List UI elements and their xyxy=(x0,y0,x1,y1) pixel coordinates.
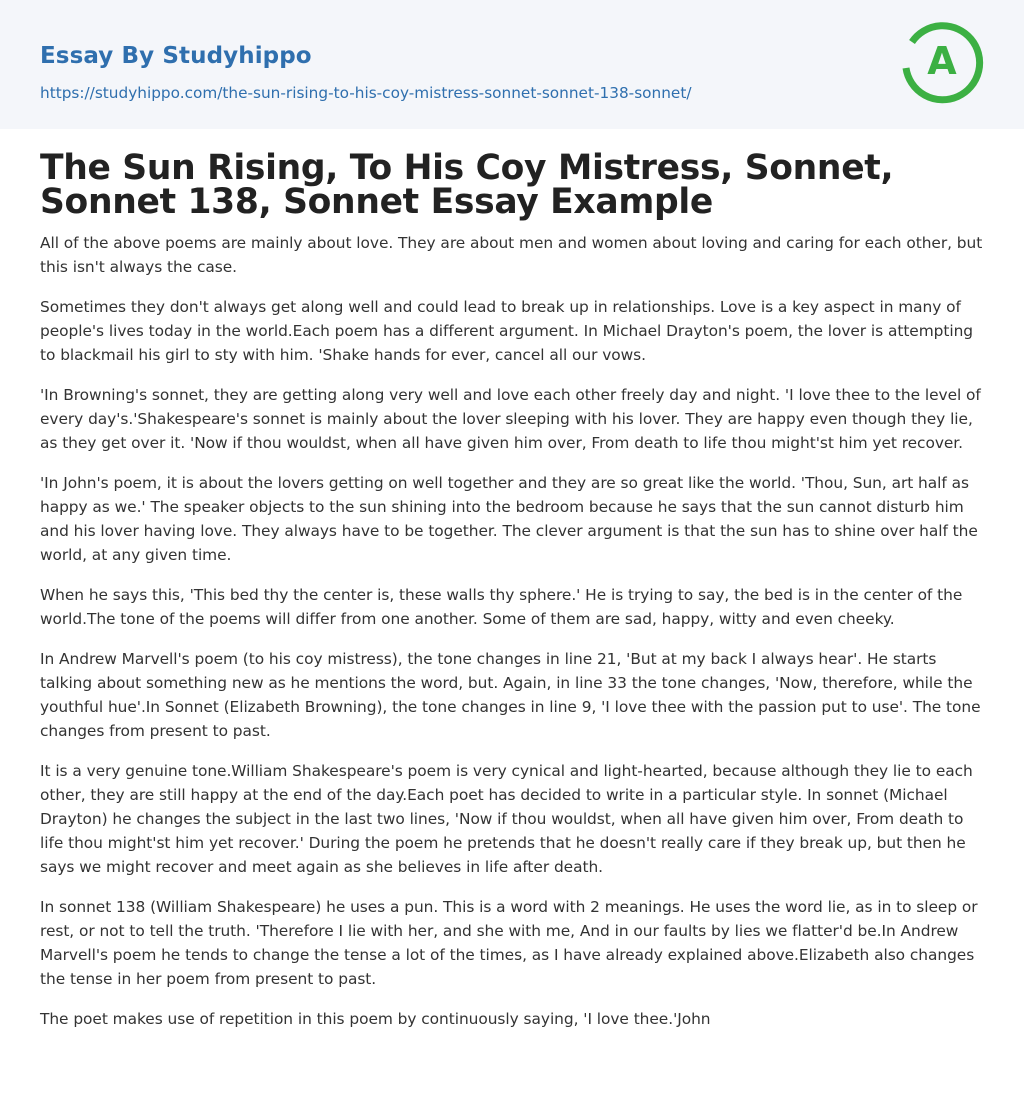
essay-paragraph: In Andrew Marvell's poem (to his coy mistress), the tone changes in line 21, 'But at my back I always hear'. He starts talking about something new as he mentions the word, but. Again, in line 33 the tone changes, 'Now, therefore, while the youthful hue'.In Sonnet (Elizabeth Browning), the tone changes in line 9, 'I love thee with the passion put to use'. The tone changes from present to past. xyxy=(40,650,981,740)
site-brand[interactable]: Essay By Studyhippo xyxy=(40,43,312,69)
essay-paragraph: All of the above poems are mainly about love. They are about men and women about loving and caring for each other, but this isn't always the case. xyxy=(40,234,983,276)
site-header xyxy=(0,0,1024,129)
essay-paragraph: When he says this, 'This bed thy the center is, these walls thy sphere.' He is trying to say, the bed is in the center of the world.The tone of the poems will differ from one another. Some of them are sad, happy, witty and even cheeky. xyxy=(40,586,963,628)
essay-url-link[interactable]: https://studyhippo.com/the-sun-rising-to-his-coy-mistress-sonnet-sonnet-138-sonnet/ xyxy=(40,84,692,102)
essay-body xyxy=(40,231,984,1031)
essay-paragraph: In sonnet 138 (William Shakespeare) he uses a pun. This is a word with 2 meanings. He uses the word lie, as in to sleep or rest, or not to tell the truth. 'Therefore I lie with her, and she with me, And in our faults by lies we flatter'd be.In Andrew Marvell's poem he tends to change the tense a lot of the times, as I have already explained above.Elizabeth also changes the tense in her poem from present to past. xyxy=(40,898,978,988)
essay-paragraph: 'In Browning's sonnet, they are getting along very well and love each other freely day and night. 'I love thee to the level of every day's.'Shakespeare's sonnet is mainly about the lover sleeping with his lover. They are happy even though they lie, as they get over it. 'Now if thou wouldst, when all have given him over, From death to life thou might'st him yet recover. xyxy=(40,386,981,452)
studyhippo-logo[interactable] xyxy=(900,20,984,104)
logo-letter: A xyxy=(927,39,957,83)
essay-content xyxy=(0,129,1024,1031)
essay-paragraph: The poet makes use of repetition in this poem by continuously saying, 'I love thee.'John xyxy=(40,1010,711,1028)
essay-paragraph: 'In John's poem, it is about the lovers getting on well together and they are so great like the world. 'Thou, Sun, art half as happy as we.' The speaker objects to the sun shining into the bedroom because he says that the sun cannot disturb him and his lover having love. They always have to be together. The clever argument is that the sun has to shine over half the world, at any given time. xyxy=(40,474,978,564)
essay-paragraph: Sometimes they don't always get along well and could lead to break up in relationships. Love is a key aspect in many of people's lives today in the world.Each poem has a different argument. In Michael Drayton's poem, the lover is attempting to blackmail his girl to sty with him. 'Shake hands for ever, cancel all our vows. xyxy=(40,298,974,364)
essay-paragraph: It is a very genuine tone.William Shakespeare's poem is very cynical and light-hearted, because although they lie to each other, they are still happy at the end of the day.Each poet has decided to write in a particular style. In sonnet (Michael Drayton) he changes the subject in the last two lines, 'Now if thou wouldst, when all have given him over, From death to life thou might'st him yet recover.' During the poem he pretends that he doesn't really care if they break up, but then he says we might recover and meet again as she believes in life after death. xyxy=(40,762,973,876)
essay-title: The Sun Rising, To His Coy Mistress, Sonnet, Sonnet 138, Sonnet Essay Example xyxy=(40,148,894,222)
